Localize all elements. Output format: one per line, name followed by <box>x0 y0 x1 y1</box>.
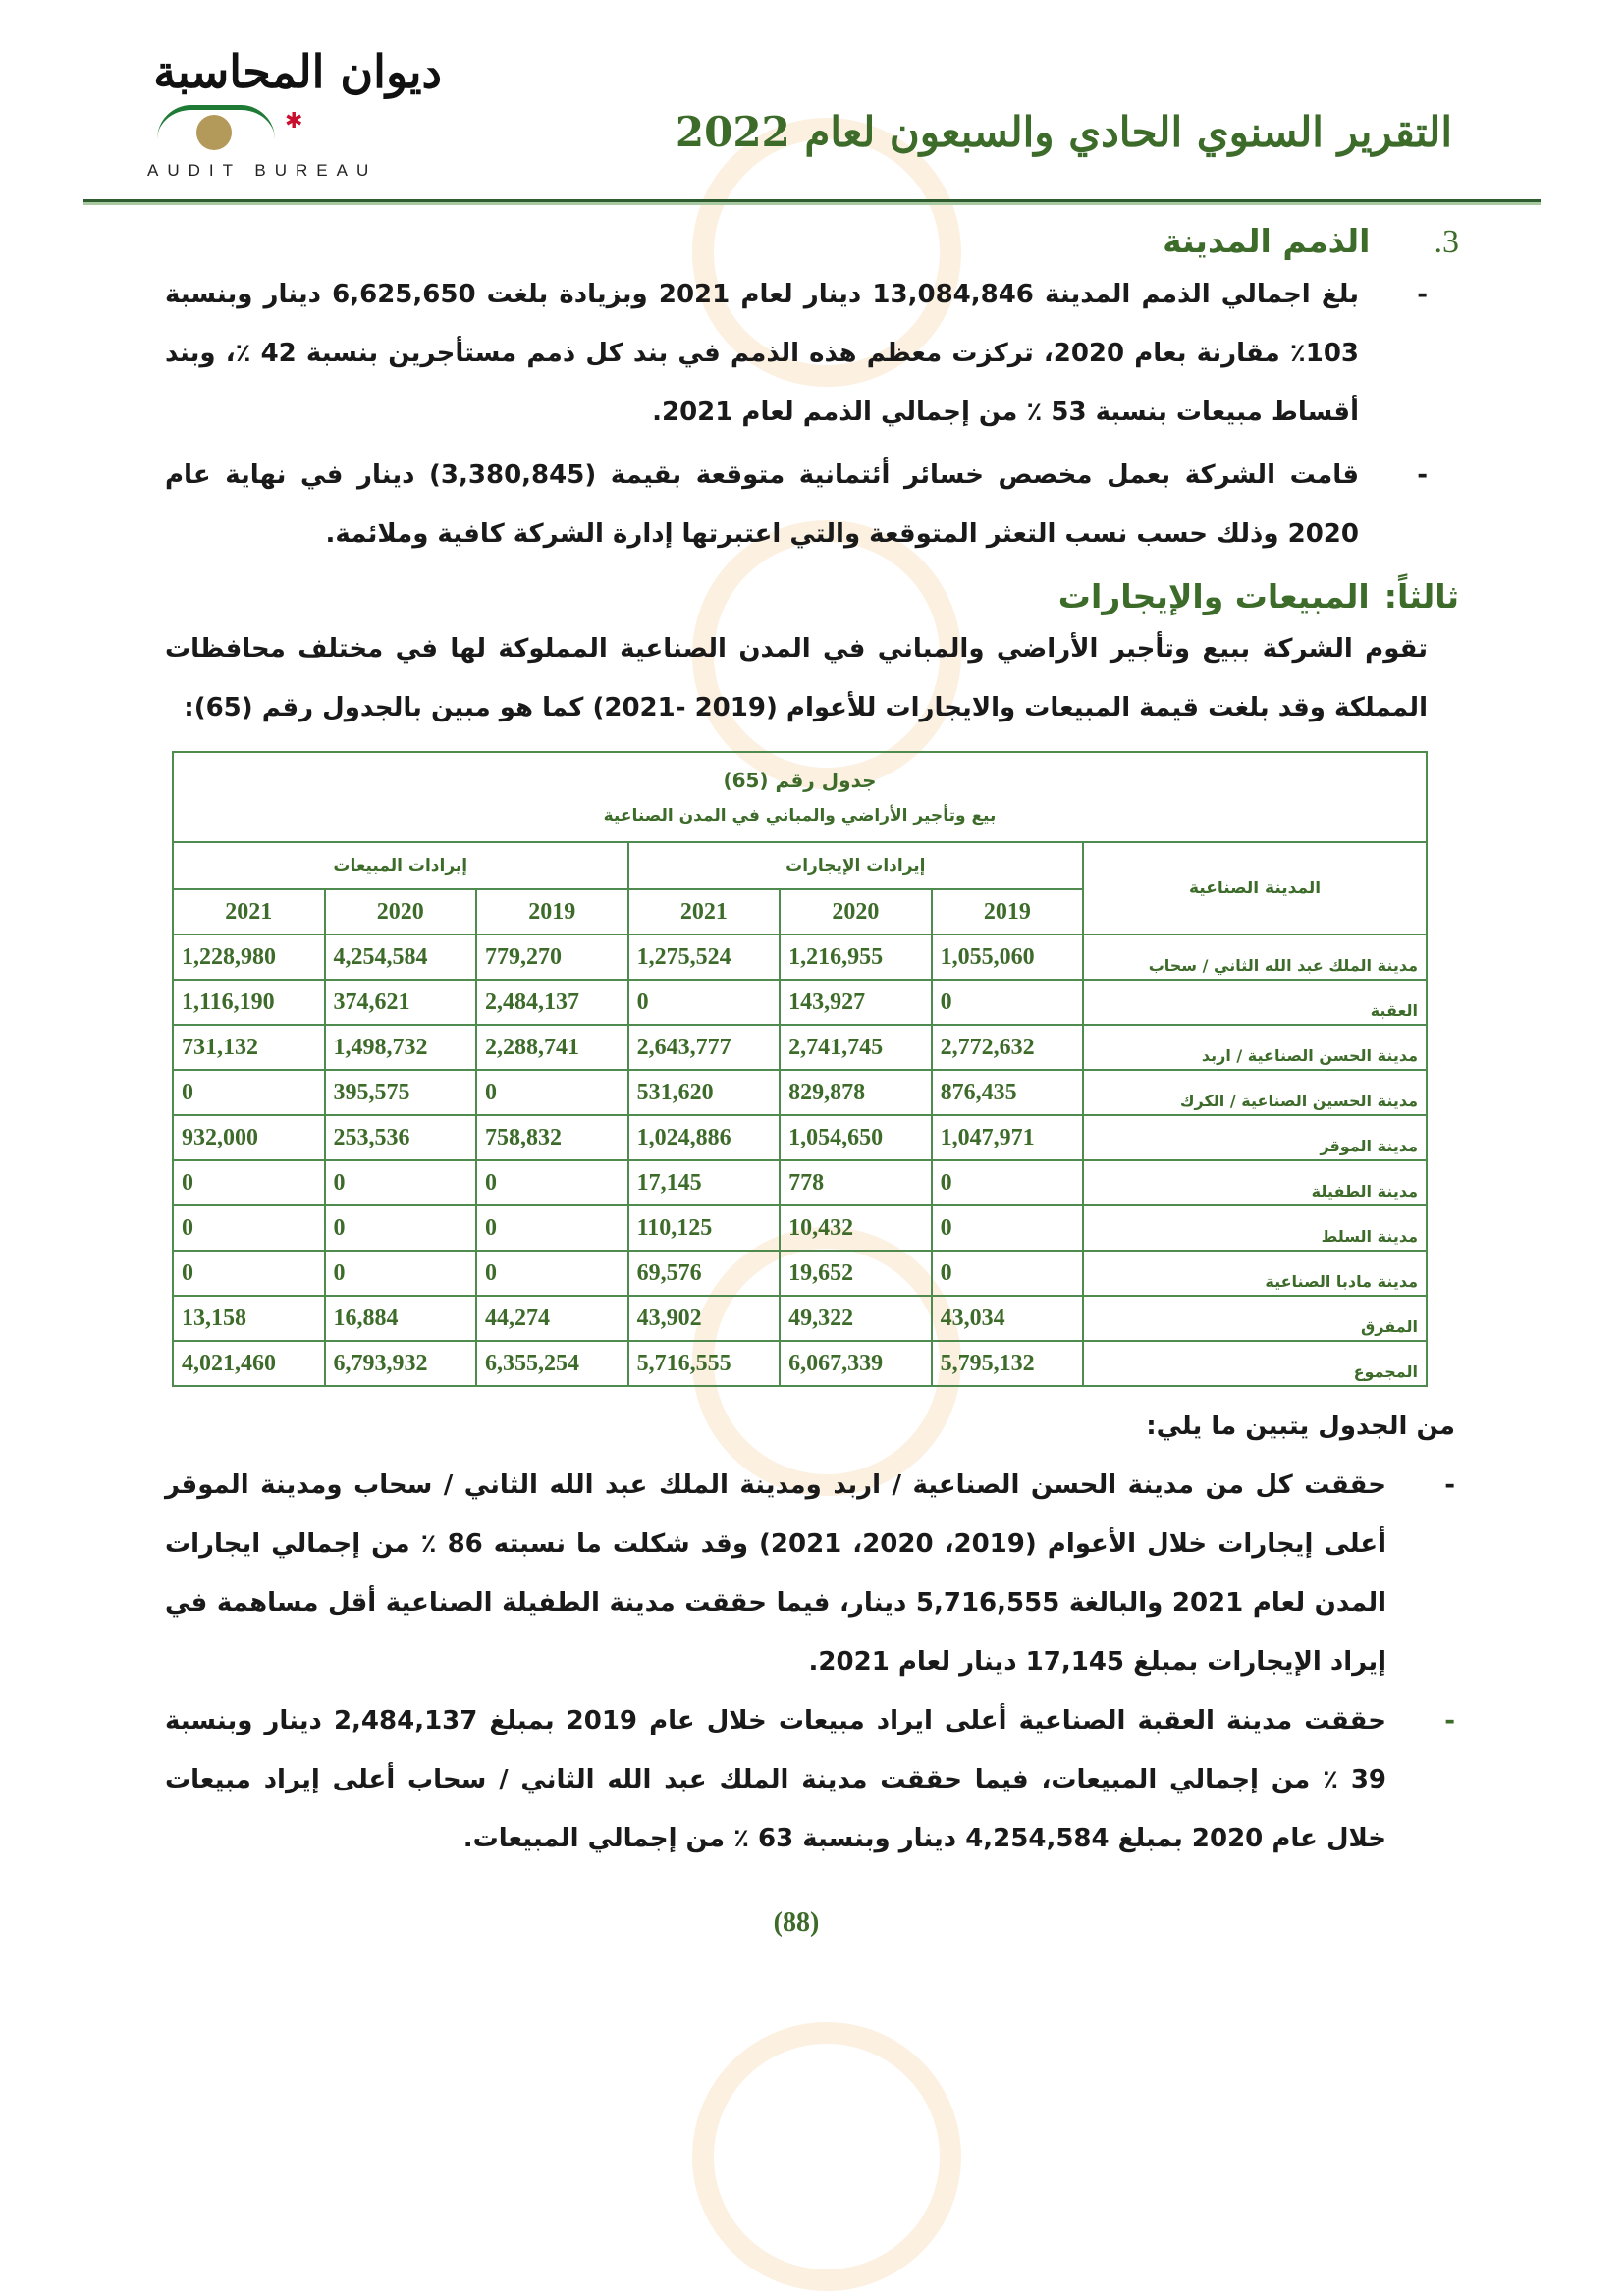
city-name: مدينة السلط <box>1083 1205 1427 1251</box>
table-cell: 1,228,980 <box>173 934 325 980</box>
table-subtitle: بيع وتأجير الأراضي والمباني في المدن الصناعية <box>603 806 997 826</box>
section-number: ثالثاً: <box>1383 577 1459 615</box>
section-sales-heading <box>165 577 1459 615</box>
bullet-dash: - <box>1444 1706 1455 1735</box>
table-cell: 49,322 <box>780 1296 932 1341</box>
table-cell: 2,741,745 <box>780 1025 932 1070</box>
rent-header: إيرادات الإيجارات <box>628 842 1084 889</box>
table-cell: 531,620 <box>628 1070 781 1115</box>
table-cell: 0 <box>628 980 781 1025</box>
city-header: المدينة الصناعية <box>1083 842 1427 934</box>
table-cell: 1,055,060 <box>932 934 1084 980</box>
bullet-dash: - <box>1444 1470 1455 1500</box>
table-cell: 5,795,132 <box>932 1341 1084 1386</box>
bullet-item: - بلغ اجمالي الذمم المدينة 13,084,846 دينار لعام 2021 وبزيادة بلغت 6,625,650 دينار وبنسبة 103٪ مقارنة بعام 2020، تركزت معظم هذه الذمم في بند كل ذمم مستأجرين بنسبة 42 ٪، وبند أقساط مبيعات بنسبة 53 ٪ من إجمالي الذمم لعام 2021. <box>165 265 1428 442</box>
table-cell: 0 <box>173 1160 325 1205</box>
page-number: (88) <box>773 1907 820 1938</box>
table-cell: 2,643,777 <box>628 1025 781 1070</box>
table-row <box>173 980 1427 1025</box>
section-title: الذمم المدينة <box>1163 222 1371 260</box>
table-cell: 0 <box>173 1070 325 1115</box>
table-cell: 1,498,732 <box>325 1025 477 1070</box>
table-cell: 4,254,584 <box>325 934 477 980</box>
year-header: 2020 <box>780 889 932 934</box>
table-cell: 1,216,955 <box>780 934 932 980</box>
city-name: مدينة مادبا الصناعية <box>1083 1251 1427 1296</box>
total-row <box>173 1341 1427 1386</box>
year-header: 2019 <box>932 889 1084 934</box>
table-row <box>173 1115 1427 1160</box>
table-cell: 44,274 <box>476 1296 628 1341</box>
table-cell: 0 <box>325 1205 477 1251</box>
table-cell: 253,536 <box>325 1115 477 1160</box>
watermark <box>692 2022 961 2291</box>
table-cell: 1,275,524 <box>628 934 781 980</box>
section-3-heading <box>165 222 1459 261</box>
logo-english: AUDIT BUREAU <box>147 161 378 180</box>
table-row <box>173 1205 1427 1251</box>
table-cell: 43,034 <box>932 1296 1084 1341</box>
table-cell: 0 <box>932 1160 1084 1205</box>
city-name: مدينة الملك عبد الله الثاني / سحاب <box>1083 934 1427 980</box>
table-cell: 1,054,650 <box>780 1115 932 1160</box>
logo-seal-icon <box>196 115 232 150</box>
table-cell: 0 <box>476 1160 628 1205</box>
table-cell: 932,000 <box>173 1115 325 1160</box>
city-name: مدينة الحسين الصناعية / الكرك <box>1083 1070 1427 1115</box>
table-cell: 10,432 <box>780 1205 932 1251</box>
year-header: 2020 <box>325 889 477 934</box>
table-cell: 5,716,555 <box>628 1341 781 1386</box>
table-cell: 876,435 <box>932 1070 1084 1115</box>
sales-header: إيرادات المبيعات <box>173 842 628 889</box>
table-cell: 6,793,932 <box>325 1341 477 1386</box>
city-name: مدينة الحسن الصناعية / اربد <box>1083 1025 1427 1070</box>
table-cell: 0 <box>932 980 1084 1025</box>
table-cell: 731,132 <box>173 1025 325 1070</box>
sales-rent-table <box>172 751 1428 1387</box>
table-row <box>173 1160 1427 1205</box>
bullet-item: - قامت الشركة بعمل مخصص خسائر أئتمانية متوقعة بقيمة (3,380,845) دينار في نهاية عام 2020 وذلك حسب نسب التعثر المتوقعة والتي اعتبرتها إدارة الشركة كافية وملائمة. <box>165 446 1428 563</box>
table-caption <box>173 752 1427 842</box>
table-cell: 69,576 <box>628 1251 781 1296</box>
table-row <box>173 934 1427 980</box>
table-row <box>173 1025 1427 1070</box>
table-cell: 1,116,190 <box>173 980 325 1025</box>
table-cell: 0 <box>476 1251 628 1296</box>
year-header: 2021 <box>173 889 325 934</box>
table-cell: 16,884 <box>325 1296 477 1341</box>
table-cell: 6,355,254 <box>476 1341 628 1386</box>
city-name: مدينة الموقر <box>1083 1115 1427 1160</box>
findings-intro: من الجدول يتبين ما يلي: <box>1146 1412 1455 1441</box>
table-cell: 0 <box>476 1205 628 1251</box>
table-cell: 1,047,971 <box>932 1115 1084 1160</box>
table-cell: 43,902 <box>628 1296 781 1341</box>
bullet-item: - حققت كل من مدينة الحسن الصناعية / اربد ومدينة الملك عبد الله الثاني / سحاب ومدينة الموقر أعلى إيجارات خلال الأعوام (2019، 2020، 2021) وقد شكلت ما نسبته 86 ٪ من إجمالي ايجارات المدن لعام 2021 والبالغة 5,716,555 دينار، فيما حققت مدينة الطفيلة الصناعية أقل مساهمة في إيراد الإيجارات بمبلغ 17,145 دينار لعام 2021. <box>165 1456 1455 1691</box>
table-cell: 0 <box>173 1251 325 1296</box>
table-cell: 2,772,632 <box>932 1025 1084 1070</box>
table-cell: 0 <box>476 1070 628 1115</box>
table-row <box>173 1251 1427 1296</box>
table-cell: 13,158 <box>173 1296 325 1341</box>
sales-paragraph: تقوم الشركة ببيع وتأجير الأراضي والمباني في المدن الصناعية المملوكة لها في مختلف محافظات المملكة وقد بلغت قيمة المبيعات والايجارات للأعوام (2019 -2021) كما هو مبين بالجدول رقم (65): <box>165 634 1428 722</box>
city-name: المجموع <box>1083 1341 1427 1386</box>
findings-bullets <box>165 1456 1455 1868</box>
section-title: المبيعات والإيجارات <box>1057 577 1370 615</box>
year-header: 2019 <box>476 889 628 934</box>
city-name: مدينة الطفيلة <box>1083 1160 1427 1205</box>
table-cell: 778 <box>780 1160 932 1205</box>
table-cell: 829,878 <box>780 1070 932 1115</box>
table-cell: 6,067,339 <box>780 1341 932 1386</box>
header-divider <box>83 199 1541 205</box>
table-cell: 2,484,137 <box>476 980 628 1025</box>
section-number: 3. <box>1434 224 1459 260</box>
table-cell: 4,021,460 <box>173 1341 325 1386</box>
table-cell: 2,288,741 <box>476 1025 628 1070</box>
table-cell: 143,927 <box>780 980 932 1025</box>
bullet-dash: - <box>1417 460 1428 490</box>
table-cell: 19,652 <box>780 1251 932 1296</box>
logo-star-icon: ✱ <box>285 109 303 133</box>
table-cell: 110,125 <box>628 1205 781 1251</box>
audit-bureau-logo <box>147 44 442 187</box>
page-content <box>165 222 1459 1958</box>
table-number: جدول رقم (65) <box>723 769 877 792</box>
table-cell: 374,621 <box>325 980 477 1025</box>
section-3-bullets <box>165 265 1428 563</box>
table-cell: 395,575 <box>325 1070 477 1115</box>
table-cell: 17,145 <box>628 1160 781 1205</box>
table-cell: 758,832 <box>476 1115 628 1160</box>
city-name: المفرق <box>1083 1296 1427 1341</box>
report-title: التقرير السنوي الحادي والسبعون لعام 2022 <box>675 108 1452 156</box>
city-name: العقبة <box>1083 980 1427 1025</box>
logo-arabic: ديوان المحاسبة <box>153 45 442 98</box>
table-cell: 0 <box>325 1251 477 1296</box>
table-cell: 0 <box>325 1160 477 1205</box>
table-cell: 0 <box>173 1205 325 1251</box>
bullet-item: - حققت مدينة العقبة الصناعية أعلى ايراد مبيعات خلال عام 2019 بمبلغ 2,484,137 دينار وبنسبة 39 ٪ من إجمالي المبيعات، فيما حققت مدينة الملك عبد الله الثاني / سحاب أعلى إيراد مبيعات خلال عام 2020 بمبلغ 4,254,584 دينار وبنسبة 63 ٪ من إجمالي المبيعات. <box>165 1691 1455 1868</box>
year-header: 2021 <box>628 889 781 934</box>
table-row <box>173 1296 1427 1341</box>
table-row <box>173 1070 1427 1115</box>
table-cell: 779,270 <box>476 934 628 980</box>
table-cell: 0 <box>932 1205 1084 1251</box>
bullet-dash: - <box>1417 280 1428 309</box>
table-cell: 1,024,886 <box>628 1115 781 1160</box>
table-cell: 0 <box>932 1251 1084 1296</box>
